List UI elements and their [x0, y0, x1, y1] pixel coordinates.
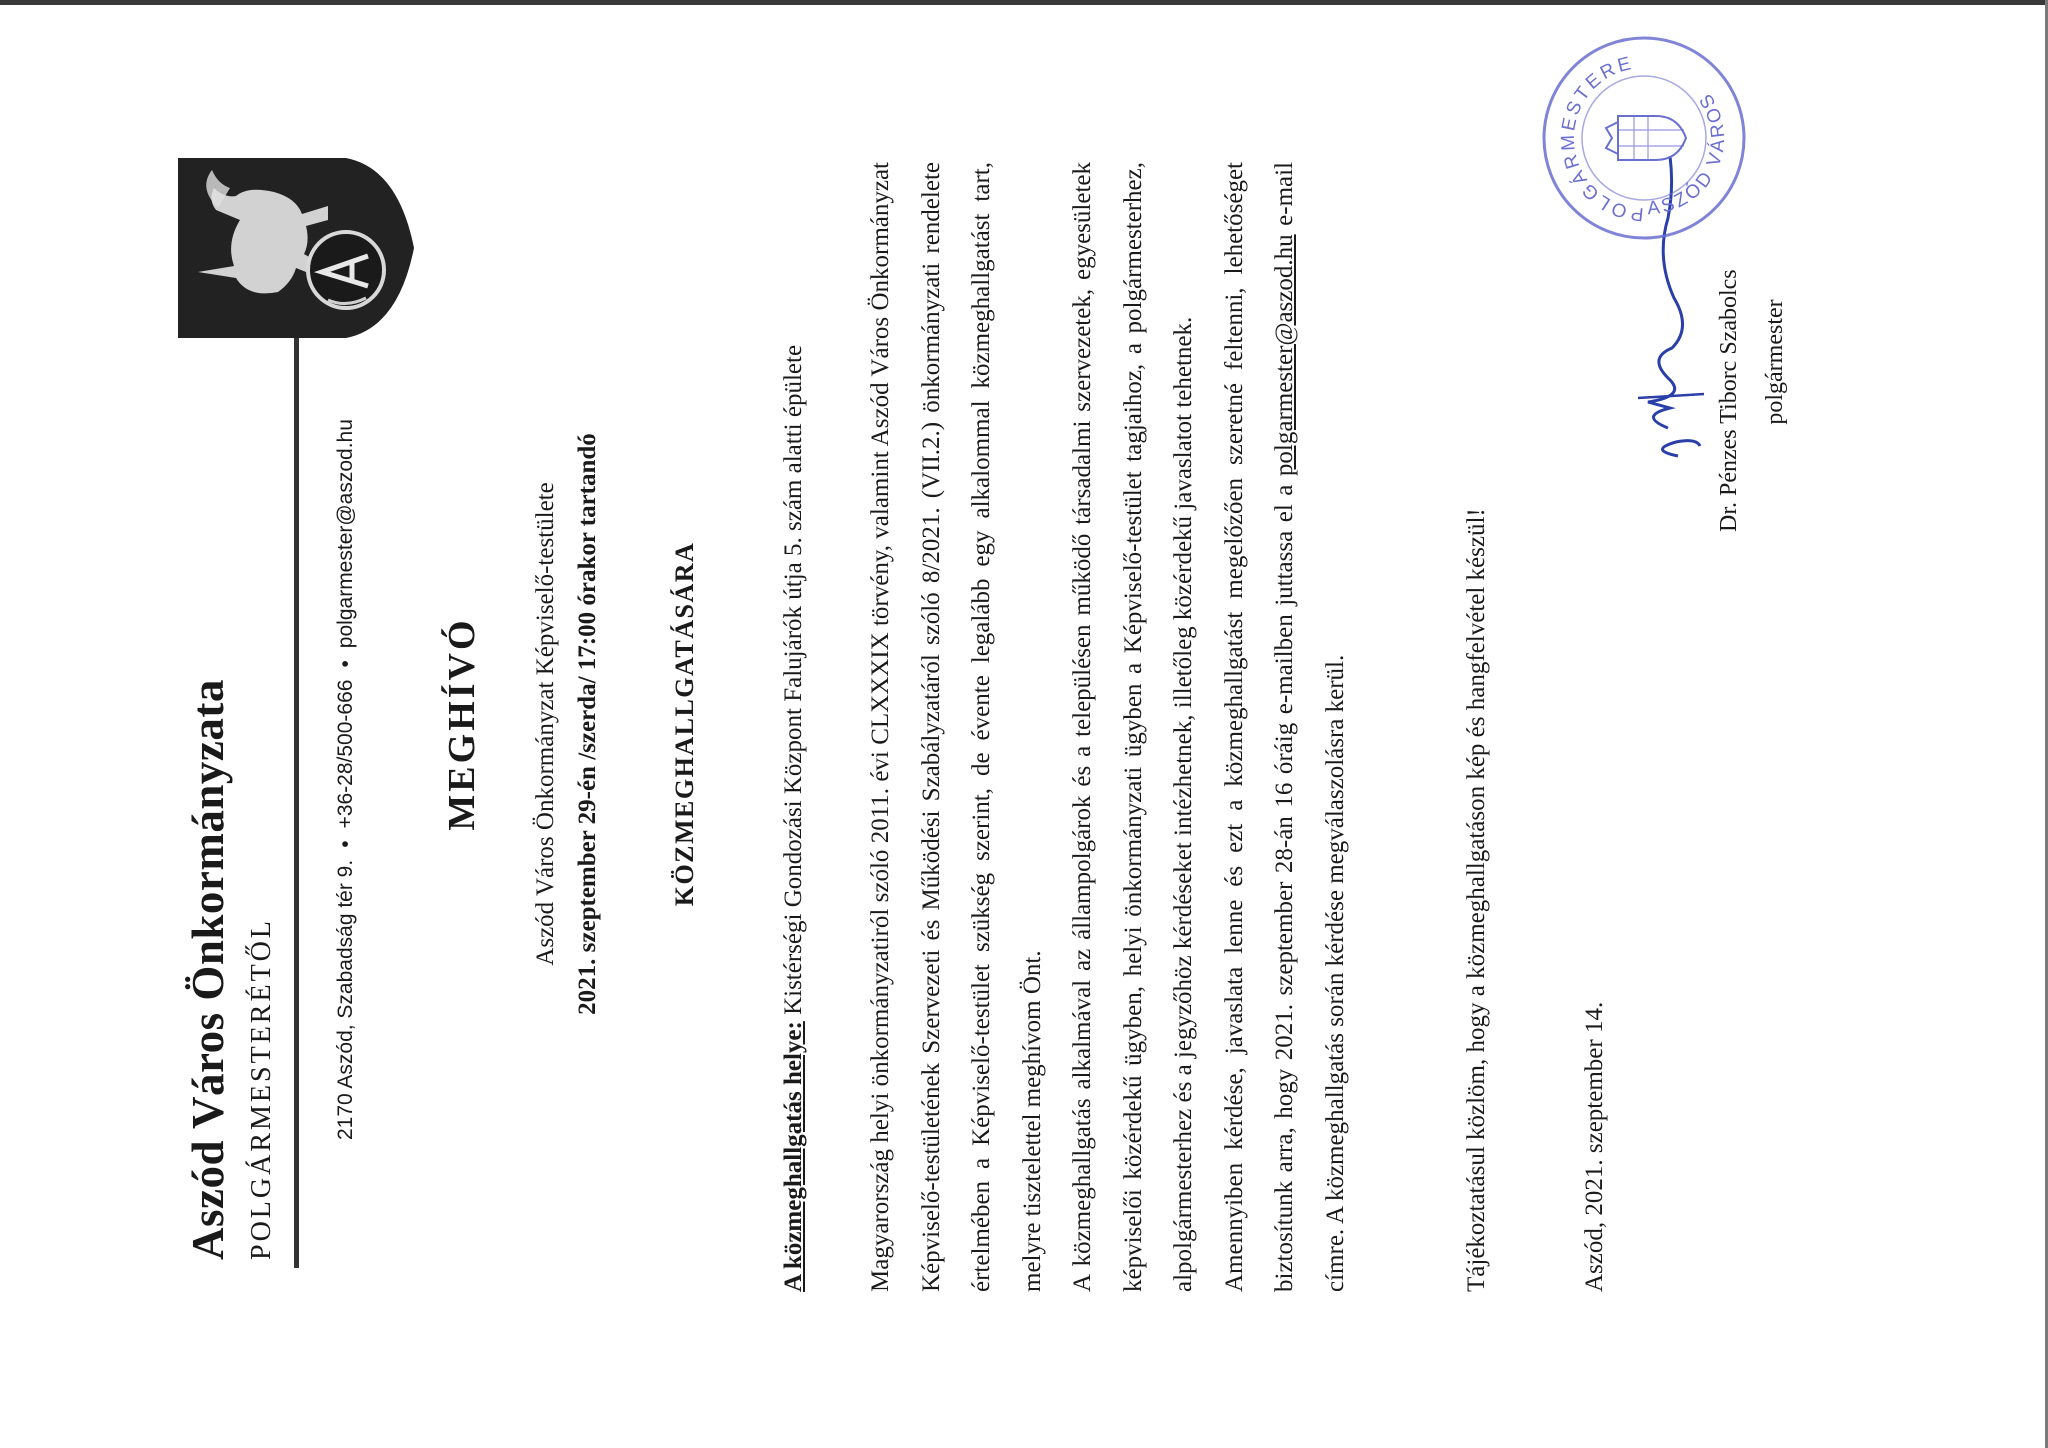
separator-dot: • — [334, 660, 357, 668]
paragraph-email-after: e-mail címre. A közmeghallgatás során kérdése megválaszolásra kerül. — [1271, 161, 1349, 1292]
address-text: 2170 Aszód, Szabadság tér 9. — [334, 859, 357, 1140]
document-title: MEGHÍVÓ — [441, 617, 483, 831]
separator-dot: • — [334, 840, 357, 848]
phone-text: +36-28/500-666 — [334, 679, 357, 829]
stamp-bottom-text: ASZÓD VÁROS — [1646, 87, 1730, 220]
paragraph-email-before: Amennyiben kérdése, javaslata lenne és ezt a közmeghallgatást megelőzően szeretné feltenni, lehetőséget biztosítunk arra, hogy 2021. szeptember 28-án 16 óráig e-mailben juttassa el a — [1220, 162, 1298, 1292]
organization-subtitle: POLGÁRMESTERÉTŐL — [246, 918, 277, 1260]
contact-line — [334, 419, 358, 1140]
place-and-date: Aszód, 2021. szeptember 14. — [1581, 1001, 1608, 1292]
venue-label: A közmeghallgatás helye: — [780, 1021, 807, 1292]
closing-notice: Tájékoztatásul közlöm, hogy a közmeghallgatáson kép és hangfelvétel készül! — [1463, 508, 1490, 1292]
body-text — [856, 162, 1361, 1292]
letterhead — [0, 0, 380, 1448]
venue-text: Kistérségi Gondozási Központ Falujárók útja 5. szám alatti épülete — [780, 344, 807, 1022]
meeting-date-line: 2021. szeptember 29-én /szerda/ 17:00 órakor tartandó — [574, 433, 601, 1015]
paragraph-legal-basis: Magyarország helyi önkormányzatiról szóló 2011. évi CLXXXIX törvény, valamint Aszód Város Önkormányzat Képviselő-testületének Szervezeti és Működési Szabályzatáról szóló 8/2021. (VII.2.) önkormányzati rendelete értelmében a Képviselő-testület szükség szerint, de évente legalább egy alkalommal közmeghallgatást tart, melyre tisztelettel meghívom Önt. — [867, 162, 1046, 1292]
letterhead-rule — [294, 183, 299, 1268]
venue-line — [780, 345, 808, 1292]
signatory-role: polgármester — [1762, 299, 1788, 425]
paragraph-email-submission — [1210, 162, 1362, 1292]
email-text: polgarmester@aszod.hu — [334, 419, 357, 649]
event-title: KÖZMEGHALLGATÁSÁRA — [670, 541, 699, 907]
organization-title: Aszód Város Önkormányzata — [183, 679, 233, 1260]
council-line: Aszód Város Önkormányzat Képviselő-testülete — [532, 482, 559, 966]
stamp-top-text: POLGÁRMESTERE — [1557, 52, 1645, 225]
paragraph-questions: A közmeghallgatás alkalmával az állampolgárok és a településen működő társadalmi szervezetek, egyesületek képviselői közérdekű ügyben, helyi önkormányzati ügyben a Képviselő-testület tagjaihoz, a polgármesterhez, alpolgármesterhez és a jegyzőhöz kérdéseket intézhetnek, illetőleg közérdekű javaslatot tehetnek. — [1069, 162, 1197, 1292]
submission-email-link: polgarmester@aszod.hu — [1271, 234, 1298, 477]
signatory-name: Dr. Pénzes Tiborc Szabolcs — [1716, 269, 1742, 532]
official-stamp-icon — [1538, 32, 1750, 244]
coat-of-arms-icon — [178, 158, 414, 338]
